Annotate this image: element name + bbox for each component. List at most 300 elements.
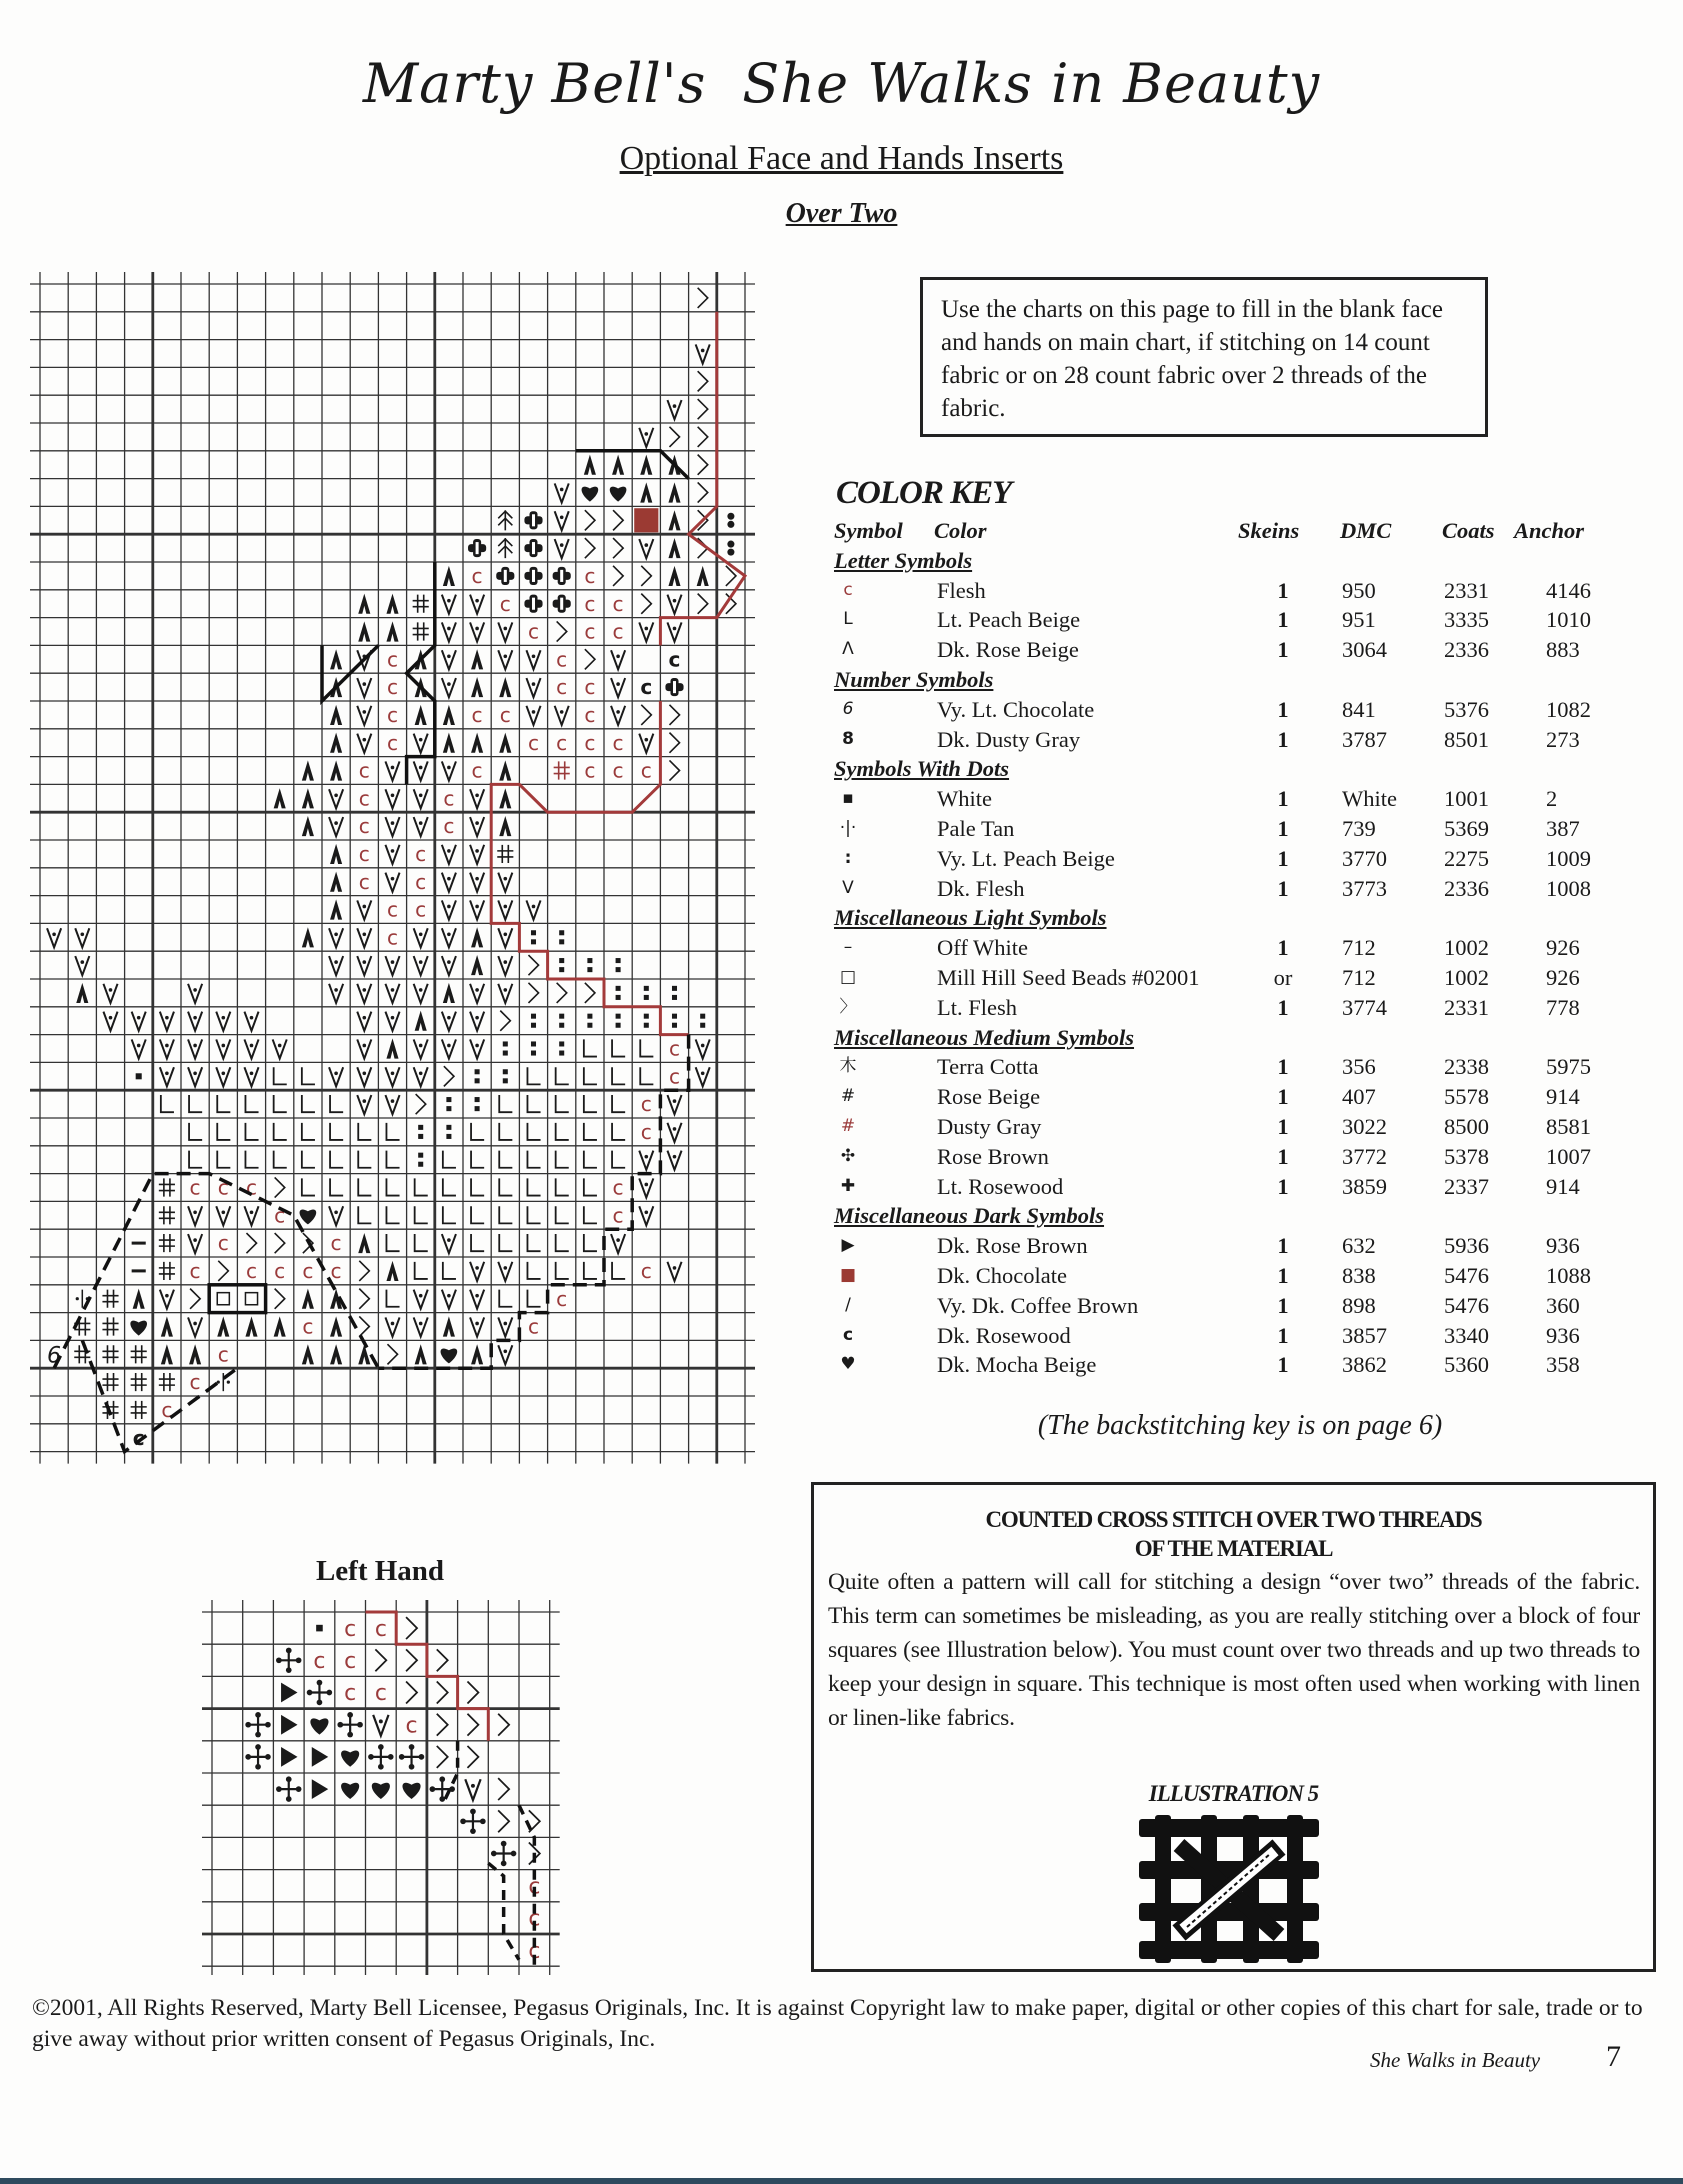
svg-text:6: 6 [47, 1342, 62, 1369]
flesh-symbol [359, 814, 370, 838]
info-box-body: Quite often a pattern will call for stitching a design “over two” threads of the fabric. This term can sometimes be misleading, as you are really stitching over a block of four squares (see Illustration below). You must count over two threads and up two threads to keep your design in square. This technique is most often used when working with linen or linen-like fabrics. [828, 1569, 1640, 1731]
lt-peach-beige-symbol [556, 1234, 569, 1251]
dk-flesh-symbol [47, 928, 61, 947]
dmc-value: 3859 [1342, 1173, 1387, 1199]
page-subtitle: Optional Face and Hands Inserts [619, 140, 1064, 177]
lt-flesh-symbol [641, 705, 651, 725]
lt-flesh-symbol [585, 983, 595, 1003]
dk-flesh-symbol [696, 344, 710, 363]
dmc-value: 3857 [1342, 1322, 1387, 1348]
dk-rose-beige-symbol [499, 816, 511, 836]
symbol-glyph: # [840, 1086, 856, 1107]
dk-rose-beige-symbol [415, 1344, 427, 1364]
rose-beige-symbol [159, 1178, 175, 1196]
svg-text:c: c [640, 1092, 652, 1117]
dk-flesh-symbol [414, 956, 428, 975]
dk-flesh-symbol [442, 873, 456, 892]
dk-rose-beige-symbol [302, 816, 314, 836]
anchor-value: 1008 [1546, 875, 1591, 901]
dk-flesh-symbol [639, 734, 653, 753]
dk-rose-beige-symbol [161, 1344, 173, 1364]
flesh-symbol [613, 592, 624, 616]
flesh-symbol [415, 870, 426, 894]
svg-text:c: c [330, 1258, 342, 1283]
lt-peach-beige-symbol [556, 1123, 569, 1140]
illustration-5-image [1139, 1815, 1319, 1963]
lt-flesh-symbol [557, 621, 567, 641]
rose-brown-symbol [368, 1744, 393, 1769]
flesh-symbol [584, 620, 595, 644]
lt-peach-beige-symbol [640, 1067, 653, 1084]
dk-flesh-symbol [498, 956, 512, 975]
anchor-value: 1010 [1546, 607, 1591, 633]
color-key-row [834, 1261, 1674, 1291]
dk-flesh-symbol [667, 622, 681, 641]
vy-lt-peach-beige-symbol [418, 1125, 423, 1139]
dk-flesh-symbol [667, 1123, 681, 1142]
skeins-value: 1 [1277, 1233, 1289, 1259]
dk-rose-beige-symbol [330, 872, 342, 892]
backstitch-dashed-line [488, 1863, 519, 1960]
flesh-symbol [641, 759, 652, 783]
dk-flesh-symbol [442, 622, 456, 641]
svg-text:c: c [386, 702, 399, 727]
dk-flesh-symbol [526, 706, 540, 725]
lt-peach-beige-symbol [245, 1151, 258, 1168]
flesh-symbol [246, 1176, 257, 1200]
dk-flesh-symbol [357, 1067, 371, 1086]
vy-lt-peach-beige-symbol [503, 1069, 508, 1083]
page-number: 7 [1606, 2040, 1621, 2073]
svg-text:c: c [612, 730, 624, 755]
lt-flesh-symbol [669, 427, 679, 447]
lt-flesh-symbol [613, 510, 623, 530]
dk-rose-beige-symbol [302, 760, 314, 780]
lt-rosewood-symbol [553, 595, 571, 613]
lt-peach-beige-symbol [471, 1151, 484, 1168]
dk-flesh-symbol [414, 1039, 428, 1058]
dk-flesh-symbol [188, 1012, 202, 1031]
skeins-value: 1 [1277, 1084, 1289, 1110]
lt-peach-beige-symbol [527, 1206, 540, 1223]
flesh-symbol [613, 1203, 624, 1227]
dk-flesh-symbol [160, 1290, 174, 1309]
dk-rose-beige-symbol [668, 538, 680, 558]
dk-rose-beige-symbol [358, 621, 370, 641]
dk-flesh-symbol [329, 789, 343, 808]
dk-flesh-symbol [385, 873, 399, 892]
lt-peach-beige-symbol [358, 1151, 371, 1168]
flesh-symbol [584, 703, 595, 727]
color-key-section-header [834, 1201, 1674, 1231]
dk-flesh-symbol [273, 1039, 287, 1058]
skeins-value: 1 [1277, 845, 1289, 871]
lt-peach-beige-symbol [302, 1067, 315, 1084]
dk-mocha-beige-heart-symbol [402, 1783, 420, 1799]
svg-text:c: c [405, 1713, 418, 1739]
lt-peach-beige-symbol [386, 1234, 399, 1251]
dk-flesh-symbol [357, 984, 371, 1003]
dk-mocha-beige-heart-symbol [300, 1209, 317, 1224]
rose-beige-symbol [131, 1401, 147, 1419]
footer-publication-name: She Walks in Beauty [1370, 2048, 1541, 2072]
vy-lt-peach-beige-symbol [531, 930, 536, 944]
flesh-symbol [302, 1259, 313, 1283]
dmc-value: 3772 [1342, 1143, 1387, 1169]
svg-text:c: c [386, 675, 399, 700]
lt-peach-beige-symbol [612, 1262, 625, 1279]
flesh-symbol [584, 675, 595, 699]
svg-text:c: c [245, 1258, 258, 1283]
symbol-glyph: ·|· [839, 817, 857, 838]
dk-rose-beige-symbol [415, 705, 427, 725]
title-designer: Marty Bell's [362, 52, 707, 115]
dk-rose-beige-symbol [668, 566, 680, 586]
rose-beige-symbol [413, 595, 429, 613]
dk-flesh-symbol [329, 984, 343, 1003]
illustration-title: ILLUSTRATION 5 [1148, 1781, 1319, 1806]
lt-peach-beige-symbol [584, 1262, 597, 1279]
flesh-symbol [415, 898, 426, 922]
vy-lt-peach-beige-symbol [616, 986, 621, 1000]
vy-lt-peach-beige-symbol [644, 1014, 649, 1028]
color-key-row [834, 844, 1674, 874]
flesh-symbol [556, 1287, 567, 1311]
dk-flesh-symbol [470, 595, 484, 614]
dk-flesh-symbol [160, 1067, 174, 1086]
lt-peach-beige-symbol [330, 1178, 343, 1195]
rose-brown-symbol [276, 1648, 301, 1673]
lt-flesh-symbol [246, 1233, 256, 1253]
symbol-glyph: c [842, 1324, 854, 1345]
lt-peach-beige-symbol [443, 1262, 456, 1279]
dk-flesh-symbol [470, 789, 484, 808]
flesh-symbol [218, 1231, 229, 1255]
lt-peach-beige-symbol [527, 1290, 540, 1307]
dk-flesh-symbol [498, 900, 512, 919]
dk-flesh-symbol [329, 1206, 343, 1225]
vy-lt-peach-beige-symbol [700, 1014, 705, 1028]
dk-flesh-symbol [442, 928, 456, 947]
dk-flesh-symbol [639, 539, 653, 558]
dk-flesh-symbol [442, 1039, 456, 1058]
lt-flesh-symbol [498, 1778, 509, 1800]
svg-text:c: c [584, 591, 596, 616]
color-name: Dk. Rose Beige [937, 637, 1079, 663]
dk-flesh-symbol [498, 1345, 512, 1364]
dk-flesh-symbol [357, 1095, 371, 1114]
flesh-symbol [528, 620, 539, 644]
dk-rose-beige-symbol [584, 455, 596, 475]
flesh-symbol [313, 1649, 325, 1674]
lt-peach-beige-symbol [189, 1151, 202, 1168]
lt-peach-beige-symbol [245, 1095, 258, 1112]
dk-rose-beige-symbol [358, 594, 370, 614]
dk-rose-brown-triangle-symbol [312, 1779, 328, 1799]
dk-rose-beige-symbol [161, 1316, 173, 1336]
left-hand-chart-grid [200, 1600, 560, 1975]
symbol-glyph: Λ [842, 639, 854, 660]
coats-value: 1002 [1444, 964, 1489, 990]
dmc-value: 3862 [1342, 1352, 1387, 1378]
vy-lt-peach-beige-symbol [475, 1069, 480, 1083]
dk-flesh-symbol [373, 1715, 388, 1736]
svg-text:c: c [443, 814, 455, 839]
dk-mocha-beige-heart-symbol [610, 487, 627, 502]
svg-text:c: c [358, 758, 370, 783]
rose-brown-symbol [245, 1744, 270, 1769]
dk-rose-beige-symbol [443, 733, 455, 753]
dk-flesh-symbol [470, 984, 484, 1003]
color-key-title: COLOR KEY [836, 475, 1012, 511]
flesh-symbol [443, 786, 454, 810]
svg-text:c: c [584, 619, 596, 644]
vy-lt-peach-beige-symbol [446, 1097, 451, 1111]
svg-text:c: c [640, 1258, 652, 1283]
flesh-symbol [641, 1120, 652, 1144]
flesh-symbol [375, 1617, 387, 1642]
seed-bead-symbol [217, 1293, 229, 1305]
svg-text:c: c [189, 1258, 201, 1283]
coats-value: 3335 [1444, 607, 1489, 633]
lt-peach-beige-symbol [415, 1178, 428, 1195]
color-key-row [834, 1172, 1674, 1202]
scan-edge-bar [0, 2178, 1683, 2184]
dk-flesh-symbol [414, 789, 428, 808]
color-name: Dk. Dusty Gray [937, 726, 1081, 752]
dmc-value: 898 [1342, 1292, 1376, 1318]
symbol-glyph: ✚ [840, 1175, 856, 1196]
dk-flesh-symbol [470, 1039, 484, 1058]
over-two-info-box [811, 1482, 1656, 1972]
dk-rose-beige-symbol [386, 1038, 398, 1058]
rose-brown-symbol [337, 1712, 362, 1737]
lt-peach-beige-symbol [499, 1234, 512, 1251]
svg-text:c: c [640, 758, 652, 783]
dk-mocha-beige-heart-symbol [441, 1348, 458, 1363]
rose-beige-symbol [102, 1373, 118, 1391]
coats-value: 2338 [1444, 1054, 1489, 1080]
dk-flesh-symbol [498, 1262, 512, 1281]
dk-rose-beige-symbol [189, 1344, 201, 1364]
dk-flesh-symbol [470, 1317, 484, 1336]
dmc-value: 712 [1342, 935, 1376, 961]
svg-text:c: c [556, 1286, 568, 1311]
terra-cotta-symbol [498, 510, 512, 530]
svg-text:c: c [584, 563, 596, 588]
svg-text:c: c [612, 758, 624, 783]
dk-flesh-symbol [357, 900, 371, 919]
lt-flesh-symbol [467, 1682, 478, 1704]
dk-flesh-symbol [667, 1262, 681, 1281]
lt-peach-beige-symbol [612, 1067, 625, 1084]
skeins-value: 1 [1277, 1143, 1289, 1169]
lt-peach-beige-symbol [386, 1151, 399, 1168]
flesh-symbol [669, 1064, 680, 1088]
color-name: Dk. Chocolate [937, 1262, 1067, 1288]
lt-peach-beige-symbol [217, 1095, 230, 1112]
lt-peach-beige-symbol [584, 1095, 597, 1112]
lt-rosewood-symbol [524, 567, 542, 585]
dk-flesh-symbol [667, 400, 681, 419]
flesh-symbol [613, 620, 624, 644]
lt-peach-beige-symbol [527, 1178, 540, 1195]
lt-flesh-symbol [641, 566, 651, 586]
svg-text:c: c [386, 647, 399, 672]
coats-value: 8501 [1444, 726, 1489, 752]
flesh-symbol [274, 1259, 285, 1283]
color-key-row [834, 1082, 1674, 1112]
dk-flesh-symbol [526, 650, 540, 669]
vy-lt-peach-beige-symbol [644, 986, 649, 1000]
lt-peach-beige-symbol [161, 1095, 174, 1112]
dk-flesh-symbol [555, 511, 569, 530]
color-key-row [834, 874, 1674, 904]
flesh-symbol [344, 1617, 356, 1642]
lt-flesh-symbol [437, 1714, 448, 1736]
flesh-symbol [359, 870, 370, 894]
coats-value: 1002 [1444, 935, 1489, 961]
svg-text:c: c [556, 730, 568, 755]
dk-rose-beige-symbol [330, 649, 342, 669]
dmc-value: 3022 [1342, 1113, 1387, 1139]
color-key-row [834, 1321, 1674, 1351]
lt-peach-beige-symbol [527, 1123, 540, 1140]
lt-peach-beige-symbol [330, 1151, 343, 1168]
dmc-value: 951 [1342, 607, 1376, 633]
lt-peach-beige-symbol [612, 1151, 625, 1168]
skeins-value: 1 [1277, 1292, 1289, 1318]
vy-lt-peach-beige-symbol [587, 1014, 592, 1028]
dk-flesh-symbol [696, 1039, 710, 1058]
section-name: Miscellaneous Dark Symbols [834, 1203, 1105, 1229]
flesh-symbol [190, 1176, 201, 1200]
anchor-value: 914 [1546, 1084, 1580, 1110]
lt-peach-beige-symbol [527, 1151, 540, 1168]
flesh-symbol [584, 592, 595, 616]
lt-rosewood-symbol [524, 539, 542, 557]
skeins-value: 1 [1277, 935, 1289, 961]
dk-rose-beige-symbol [668, 510, 680, 530]
svg-text:c: c [245, 1175, 258, 1200]
lt-peach-beige-symbol [556, 1178, 569, 1195]
dk-rose-beige-symbol [302, 1344, 314, 1364]
dk-rose-beige-symbol [245, 1316, 257, 1336]
flesh-symbol [584, 564, 595, 588]
dk-rose-beige-symbol [499, 733, 511, 753]
svg-text:c: c [330, 1231, 342, 1256]
section-name: Miscellaneous Light Symbols [834, 905, 1107, 931]
svg-text:c: c [358, 786, 370, 811]
dk-rose-beige-symbol [443, 566, 455, 586]
coats-value: 5369 [1444, 815, 1489, 841]
header-symbol: Symbol [834, 518, 903, 543]
color-name: Vy. Dk. Coffee Brown [937, 1292, 1139, 1318]
lt-peach-beige-symbol [499, 1178, 512, 1195]
lt-flesh-symbol [669, 705, 679, 725]
rose-beige-symbol [159, 1234, 175, 1252]
svg-text:c: c [386, 897, 399, 922]
info-box-title [814, 1505, 1653, 1563]
flesh-symbol [613, 731, 624, 755]
dk-flesh-symbol [75, 928, 89, 947]
dk-flesh-symbol [385, 984, 399, 1003]
color-key-row [834, 695, 1674, 725]
flesh-symbol [359, 842, 370, 866]
dmc-value: 712 [1342, 964, 1376, 990]
dmc-value: 407 [1342, 1084, 1376, 1110]
svg-text:c: c [344, 1681, 357, 1707]
rose-brown-symbol [276, 1776, 301, 1801]
instruction-note: Use the charts on this page to fill in the blank face and hands on main chart, if stitching on 14 count fabric or on 28 count fabric over 2 threads of the fabric. [920, 277, 1488, 437]
lt-peach-beige-symbol [527, 1234, 540, 1251]
dk-flesh-symbol [498, 622, 512, 641]
anchor-value: 5975 [1546, 1054, 1591, 1080]
flesh-symbol [556, 647, 567, 671]
vy-lt-peach-beige-symbol [559, 958, 564, 972]
dk-rose-beige-symbol [330, 844, 342, 864]
symbol-glyph: ■ [839, 1264, 857, 1285]
dk-rose-beige-symbol [415, 1011, 427, 1031]
color-key-section-header [834, 903, 1674, 933]
lt-rosewood-symbol [553, 567, 571, 585]
coats-value: 5360 [1444, 1352, 1489, 1378]
vy-lt-peach-beige-symbol [475, 1097, 480, 1111]
dk-flesh-symbol [414, 817, 428, 836]
flesh-symbol [472, 564, 483, 588]
dmc-value: 3787 [1342, 726, 1387, 752]
lt-flesh-symbol [698, 288, 708, 308]
lt-peach-beige-symbol [274, 1123, 287, 1140]
left-hand-chart-symbols [245, 1617, 540, 1964]
dk-flesh-symbol [526, 900, 540, 919]
svg-text:c: c [584, 702, 596, 727]
coats-value: 2331 [1444, 994, 1489, 1020]
flesh-symbol [472, 703, 483, 727]
lt-flesh-symbol [359, 1289, 369, 1309]
method-label: Over Two [785, 198, 898, 229]
skeins-value: 1 [1277, 875, 1289, 901]
dk-flesh-symbol [667, 1151, 681, 1170]
rose-beige-symbol [131, 1345, 147, 1363]
lt-peach-beige-symbol [245, 1123, 258, 1140]
lt-peach-beige-symbol [217, 1123, 230, 1140]
color-key-row [834, 933, 1674, 963]
lt-flesh-symbol [669, 760, 679, 780]
flesh-symbol [161, 1398, 172, 1422]
svg-text:c: c [527, 1314, 540, 1339]
color-name: Dk. Rosewood [937, 1322, 1071, 1348]
lt-flesh-symbol [613, 538, 623, 558]
coats-value: 5476 [1444, 1262, 1489, 1288]
dk-rose-beige-symbol [302, 1289, 314, 1309]
dk-rose-beige-symbol [133, 1289, 145, 1309]
coats-value: 5578 [1444, 1084, 1489, 1110]
symbol-glyph: ✣ [840, 1145, 856, 1166]
dk-flesh-symbol [611, 1234, 625, 1253]
dk-rose-beige-symbol [330, 733, 342, 753]
vy-lt-peach-beige-symbol [587, 958, 592, 972]
dk-flesh-symbol [498, 873, 512, 892]
flesh-symbol [500, 592, 511, 616]
symbol-glyph: 木 [839, 1056, 857, 1077]
anchor-value: 1082 [1546, 696, 1591, 722]
lt-flesh-symbol [698, 371, 708, 391]
dk-rose-beige-symbol [471, 677, 483, 697]
anchor-value: 8581 [1546, 1113, 1591, 1139]
off-white-symbol [132, 1242, 146, 1245]
lt-flesh-symbol [437, 1746, 448, 1768]
